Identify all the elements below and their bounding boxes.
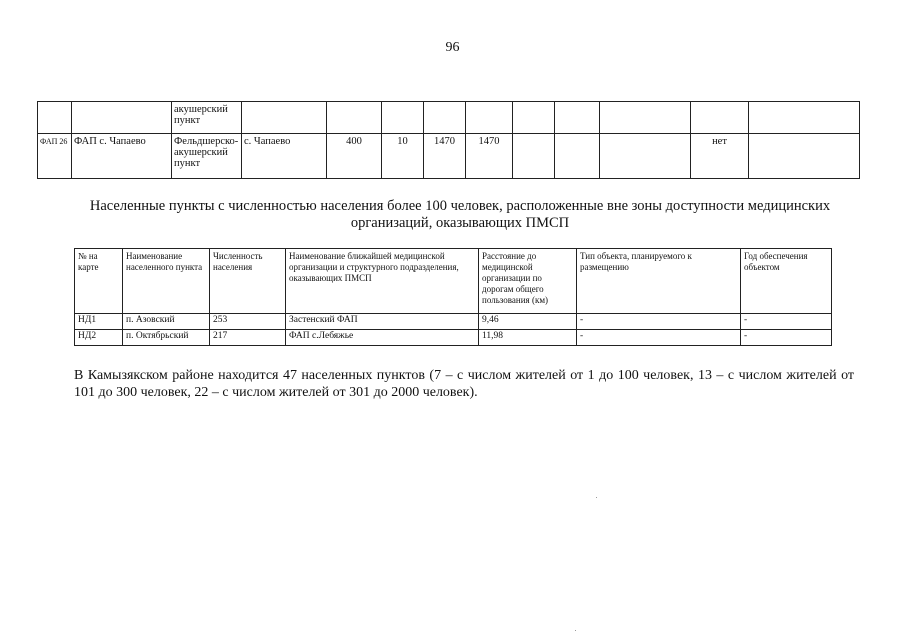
table-cell [242,102,327,134]
table-cell: Фельдшерско-акушерский пункт [172,134,242,179]
table-cell: 10 [382,134,424,179]
column-header: Численность населения [210,249,286,314]
table-cell [555,102,600,134]
table-cell [749,102,860,134]
scan-speck [596,497,597,498]
table-cell: акушерский пункт [172,102,242,134]
table-cell [513,102,555,134]
scan-speck [575,630,576,631]
table-cell [555,134,600,179]
table-cell: - [577,330,741,346]
table-cell [600,134,691,179]
table-row [38,134,860,179]
table-cell: 400 [327,134,382,179]
table-header-row [75,249,832,314]
table-cell [513,134,555,179]
table-cell: НД2 [75,330,123,346]
table-row [38,102,860,134]
table-cell: 11,98 [479,330,577,346]
table-cell [600,102,691,134]
table-row [75,314,832,330]
table-cell [38,102,72,134]
table-cell: ФАП с.Лебяжье [286,330,479,346]
settlements-table [74,248,832,346]
table-cell: - [741,314,832,330]
table-cell: - [741,330,832,346]
column-header: Наименование населенного пункта [123,249,210,314]
table-cell [382,102,424,134]
table-cell: ФАП с. Чапаево [72,134,172,179]
table-cell [749,134,860,179]
table-cell: нет [691,134,749,179]
table-cell [72,102,172,134]
table-cell: п. Октябрьский [123,330,210,346]
table-cell: 217 [210,330,286,346]
table-cell: 1470 [424,134,466,179]
table-cell [327,102,382,134]
table-cell: 9,46 [479,314,577,330]
section-heading: Населенные пункты с численностью населения более 100 человек, расположенные вне зоны доступности медицинских организаций, оказывающих ПМСП [89,198,831,231]
table-cell: п. Азовский [123,314,210,330]
table-cell: - [577,314,741,330]
column-header: Тип объекта, планируемого к размещению [577,249,741,314]
table-cell: 1470 [466,134,513,179]
table-cell: с. Чапаево [242,134,327,179]
table-cell [691,102,749,134]
column-header: Наименование ближайшей медицинской организации и структурного подразделения, оказывающих ПМСП [286,249,479,314]
table-cell [424,102,466,134]
table-cell: Застенский ФАП [286,314,479,330]
table-row [75,330,832,346]
column-header: № на карте [75,249,123,314]
column-header: Расстояние до медицинской организации по дорогам общего пользования (км) [479,249,577,314]
table-cell: 253 [210,314,286,330]
column-header: Год обеспечения объектом [741,249,832,314]
table-cell [466,102,513,134]
table-cell: НД1 [75,314,123,330]
facilities-table-continuation [37,101,860,179]
table-cell: ФАП 26 [38,134,72,179]
body-paragraph: В Камызякском районе находится 47 населенных пунктов (7 – с числом жителей от 1 до 100 человек, 13 – с числом жителей от 101 до 300 человек, 22 – с числом жителей от 301 до 2000 человек). [74,368,854,400]
page-number: 96 [445,40,460,55]
